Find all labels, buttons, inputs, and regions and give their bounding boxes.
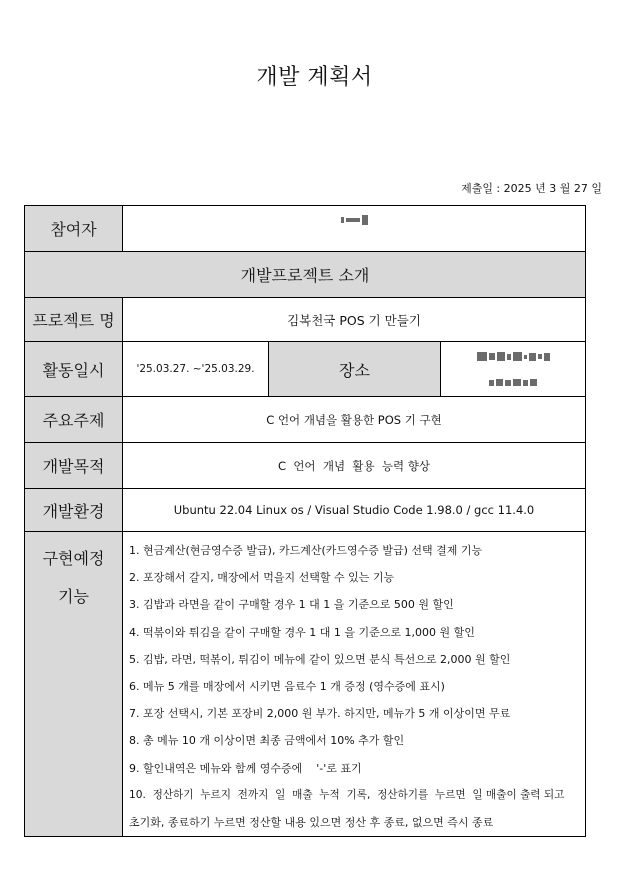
features-label-line2: 기능	[58, 587, 89, 606]
feature-item: 6. 메뉴 5 개를 매장에서 시키면 음료수 1 개 증정 (영수증에 표시)	[129, 680, 445, 694]
participant-label: 참여자	[25, 206, 123, 252]
main-topic-row	[25, 397, 586, 443]
feature-item: 5. 김밥, 라면, 떡볶이, 튀김이 메뉴에 같이 있으면 분식 특선으로 2,000 원 할인	[129, 652, 511, 666]
features-list-cell	[123, 532, 586, 837]
feature-item: 9. 할인내역은 메뉴와 함께 영수증에 '-'로 표기	[129, 761, 362, 775]
document-title: 개발 계획서	[256, 65, 373, 90]
features-label-line1: 구현예정	[42, 549, 105, 568]
project-name-value: 김복천국 POS 기 만들기	[123, 298, 586, 342]
feature-item: 10. 정산하기 누르지 전까지 일 매출 누적 기록, 정산하기를 누르면 일 매출이 출력 되고	[129, 788, 565, 801]
goal-label: 개발목적	[25, 443, 123, 489]
activity-date-value: '25.03.27. ~'25.03.29.	[123, 342, 269, 397]
features-list	[129, 537, 579, 836]
feature-item: 1. 현금계산(현금영수증 발급), 카드계산(카드영수증 발급) 선택 결제 기능	[129, 544, 483, 557]
participant-row	[25, 206, 586, 252]
intro-section-row	[25, 252, 586, 298]
project-name-label: 프로젝트 명	[25, 298, 123, 342]
feature-item: 3. 김밥과 라면을 같이 구매할 경우 1 대 1 을 기준으로 500 원 할인	[129, 598, 454, 612]
participant-value-redacted	[123, 206, 586, 252]
submit-date: 제출일 : 2025 년 3 월 27 일	[461, 182, 602, 195]
features-label	[25, 532, 123, 837]
plan-table	[24, 205, 586, 837]
feature-item: 초기화, 종료하기 누르면 정산할 내용 있으면 정산 후 종료, 없으면 즉시 종료	[129, 816, 494, 830]
project-name-row	[25, 298, 586, 342]
feature-item: 8. 총 메뉴 10 개 이상이면 최종 금액에서 10% 추가 할인	[129, 734, 405, 748]
activity-date-label: 활동일시	[25, 342, 123, 397]
feature-item: 2. 포장해서 갈지, 매장에서 먹을지 선택할 수 있는 기능	[129, 571, 395, 585]
goal-value: C 언어 개념 활용 능력 향상	[123, 443, 586, 489]
main-topic-label: 주요주제	[25, 397, 123, 443]
location-label: 장소	[269, 342, 441, 397]
activity-row	[25, 342, 586, 397]
feature-item: 4. 떡볶이와 튀김을 같이 구매할 경우 1 대 1 을 기준으로 1,000 원 할인	[129, 625, 475, 639]
environment-row	[25, 489, 586, 532]
redacted-location-line1	[441, 349, 585, 363]
goal-row	[25, 443, 586, 489]
main-topic-value: C 언어 개념을 활용한 POS 기 구현	[123, 397, 586, 443]
environment-value: Ubuntu 22.04 Linux os / Visual Studio Code 1.98.0 / gcc 11.4.0	[123, 489, 586, 532]
redacted-location-line2	[441, 375, 585, 389]
features-row	[25, 532, 586, 837]
intro-section-heading: 개발프로젝트 소개	[25, 252, 586, 298]
location-value-redacted	[441, 342, 586, 397]
environment-label: 개발환경	[25, 489, 123, 532]
feature-item: 7. 포장 선택시, 기본 포장비 2,000 원 부가. 하지만, 메뉴가 5 개 이상이면 무료	[129, 707, 511, 721]
redacted-name-block	[340, 212, 369, 226]
